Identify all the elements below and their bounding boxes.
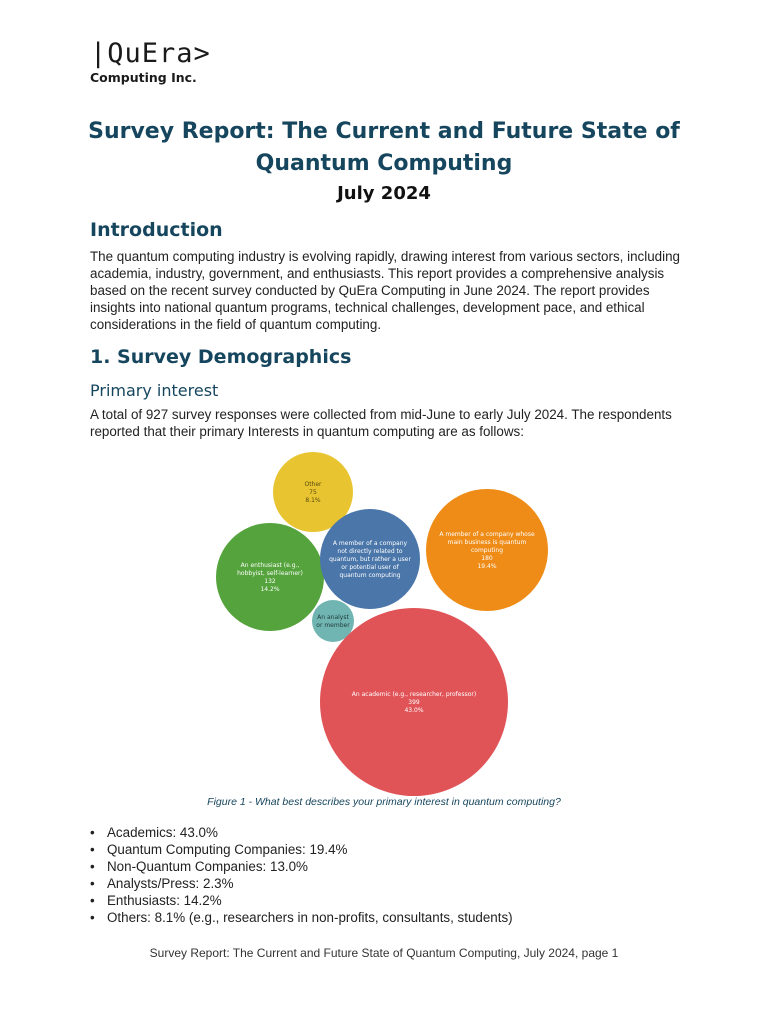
logo-subtitle: Computing Inc. — [90, 70, 197, 85]
list-item: • Quantum Computing Companies: 19.4% — [90, 841, 513, 858]
bubble-enthusiast-label: hobbyist, self-learner) — [237, 570, 303, 578]
bubble-quantum-company-label: 19.4% — [477, 563, 497, 571]
bubble-analyst-label: or member — [316, 621, 350, 629]
quera-logo — [90, 40, 211, 85]
figure-caption: Figure 1 - What best describes your primary interest in quantum computing? — [207, 796, 561, 808]
bubble-analyst-label: An analyst — [317, 613, 349, 621]
list-item: • Enthusiasts: 14.2% — [90, 892, 513, 909]
bubble-non-quantum-company-label: quantum, but rather a user — [329, 555, 411, 563]
bubble-non-quantum-company-label: A member of a company — [332, 539, 408, 547]
bubble-quantum-company-label: A member of a company whose — [439, 531, 535, 539]
bubble-quantum-company-label: 180 — [481, 555, 493, 563]
bubble-enthusiast-label: 14.2% — [260, 586, 280, 594]
bubble-academic-label: An academic (e.g., researcher, professor) — [351, 691, 477, 699]
list-item: • Others: 8.1% (e.g., researchers in non-profits, consultants, students) — [90, 909, 513, 926]
bubble-non-quantum-company-label: quantum computing — [339, 571, 401, 579]
bubble-enthusiast-label: An enthusiast (e.g., — [240, 562, 300, 570]
bubble-enthusiast-label: 132 — [264, 578, 276, 586]
bubble-academic-label: 43.0% — [404, 707, 424, 715]
bubble-non-quantum-company — [320, 509, 420, 609]
bubble-quantum-company-label: computing — [470, 547, 504, 555]
bubble-non-quantum-company-label: or potential user of — [341, 563, 399, 571]
bubble-academic-label: 399 — [408, 699, 420, 707]
report-title-line-2: Quantum Computing — [255, 151, 513, 176]
bubble-non-quantum-company-label: not directly related to — [337, 547, 403, 555]
intro-heading: Introduction — [90, 219, 223, 241]
primary-interest-bubble-chart — [210, 446, 556, 796]
list-item: • Non-Quantum Companies: 13.0% — [90, 858, 513, 875]
report-title — [0, 116, 768, 180]
report-title-line-1: Survey Report: The Current and Future State of — [88, 119, 680, 144]
bubble-other-label: Other — [304, 481, 322, 489]
bubble-quantum-company — [426, 489, 548, 611]
report-date: July 2024 — [337, 183, 431, 204]
list-item: • Analysts/Press: 2.3% — [90, 875, 513, 892]
primary-interest-heading: Primary interest — [90, 381, 219, 400]
list-item: • Academics: 43.0% — [90, 824, 513, 841]
section-demographics-heading: 1. Survey Demographics — [90, 346, 352, 368]
bubble-academic — [320, 608, 508, 796]
bubble-enthusiast — [216, 523, 324, 631]
bubble-other-label: 75 — [309, 489, 317, 497]
logo-wordmark: |QuEra> — [90, 38, 211, 69]
bubble-other-label: 8.1% — [305, 497, 321, 505]
interest-breakdown-list — [90, 824, 513, 926]
bubble-quantum-company-label: main business is quantum — [447, 539, 527, 547]
page-footer: Survey Report: The Current and Future State of Quantum Computing, July 2024, page 1 — [149, 946, 619, 960]
intro-paragraph: The quantum computing industry is evolving rapidly, drawing interest from various sectors, including academia, industry, government, and enthusiasts. This report provides a comprehensive analysis based on the recent survey conducted by QuEra Computing in June 2024. The report provides insights into national quantum programs, technical challenges, development pace, and ethical considerations in the field of quantum computing. — [90, 249, 680, 332]
demographics-paragraph: A total of 927 survey responses were collected from mid-June to early July 2024. The respondents reported that their primary Interests in quantum computing are as follows: — [90, 407, 672, 439]
